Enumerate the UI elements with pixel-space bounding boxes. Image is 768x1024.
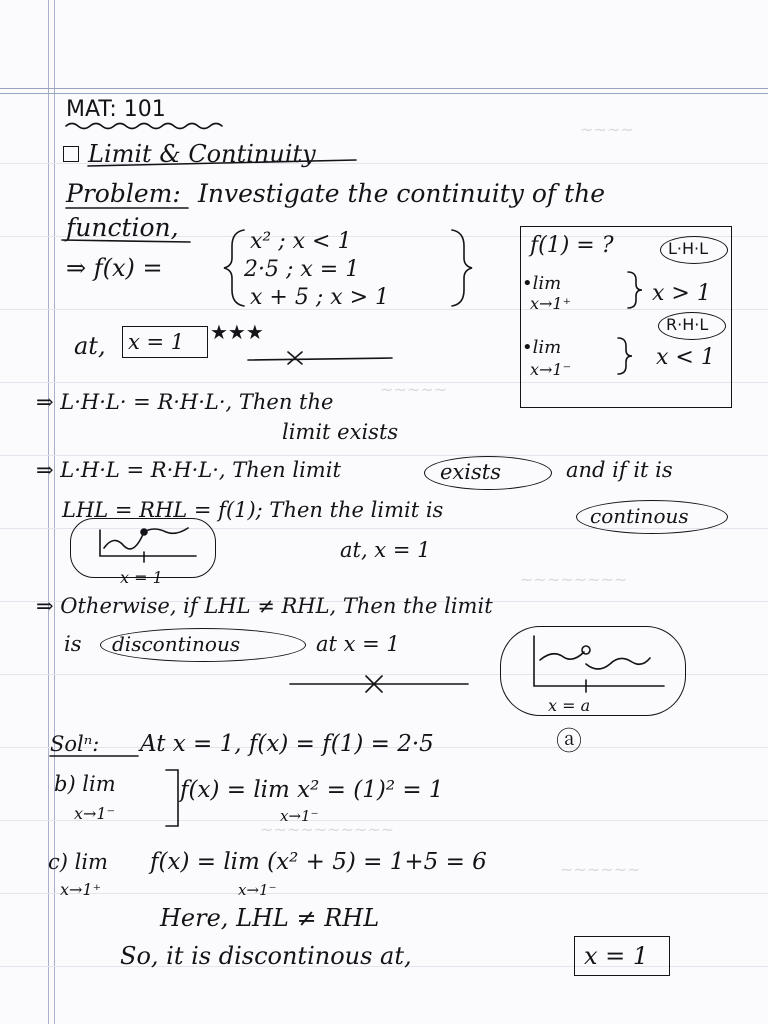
graph-2-axes bbox=[534, 636, 664, 686]
bleed-through-text: ~~~~~ bbox=[380, 380, 448, 399]
solution-b-bracket bbox=[166, 770, 178, 826]
solution-a-tag: ⓐ bbox=[556, 727, 583, 757]
topic-heading: Limit & Continuity bbox=[88, 140, 316, 168]
solution-b-expr: f(x) = lim x² = (1)² = 1 bbox=[180, 777, 444, 803]
rhl-tag: R·H·L bbox=[666, 315, 709, 334]
note-4b: is bbox=[64, 632, 82, 656]
cond-plus: x > 1 bbox=[652, 281, 711, 306]
piecewise-left-brace bbox=[224, 230, 244, 306]
problem-text: Investigate the continuity of the bbox=[198, 179, 606, 208]
note-1b: limit exists bbox=[282, 420, 399, 444]
note-4-discontinuous: discontinous bbox=[112, 632, 241, 656]
graph-2-curve-right bbox=[586, 658, 650, 669]
bleed-through-text: ~~~~~~~~ bbox=[520, 570, 628, 589]
cond-minus: x < 1 bbox=[656, 345, 715, 370]
at-value: x = 1 bbox=[128, 330, 185, 354]
graph-1-point bbox=[141, 529, 147, 535]
solution-b-sub: x→1⁻ bbox=[74, 804, 116, 823]
graph-2-open-point bbox=[582, 646, 590, 654]
piecewise-case-1: x² ; x < 1 bbox=[250, 229, 352, 254]
piecewise-right-brace bbox=[452, 230, 472, 306]
note-1a: ⇒ L·H·L· = R·H·L·, Then the bbox=[36, 390, 334, 414]
lhl-tag: L·H·L bbox=[668, 239, 709, 258]
solution-b-prefix: b) lim bbox=[54, 772, 116, 796]
bleed-through-text: ~~~~~~ bbox=[560, 860, 641, 879]
problem-label: Problem: bbox=[66, 179, 181, 208]
conclusion-2: So, it is discontinous at, bbox=[120, 942, 412, 970]
topic-underline bbox=[88, 160, 356, 166]
solution-c-prefix: c) lim bbox=[48, 850, 108, 874]
number-line-1 bbox=[248, 358, 392, 360]
function-underline bbox=[62, 240, 190, 242]
solution-label: Solⁿ: bbox=[50, 732, 100, 756]
solution-c-sub: x→1⁺ bbox=[60, 880, 102, 899]
piecewise-case-2: 2·5 ; x = 1 bbox=[244, 257, 360, 282]
solution-b-sub-2: x→1⁻ bbox=[280, 807, 319, 825]
note-2-exists: exists bbox=[440, 460, 501, 484]
lim-minus: •lim bbox=[522, 337, 562, 358]
side-brace-minus bbox=[618, 338, 632, 374]
star-marks: ★★★ bbox=[210, 320, 264, 344]
lim-plus-sub: x→1⁺ bbox=[530, 294, 572, 313]
f1-question: f(1) = ? bbox=[530, 233, 614, 258]
note-2b: and if it is bbox=[566, 458, 673, 482]
note-4a: ⇒ Otherwise, if LHL ≠ RHL, Then the limit bbox=[36, 594, 493, 618]
graph-1-label: x = 1 bbox=[120, 568, 163, 587]
side-brace-plus bbox=[628, 272, 642, 308]
note-4c: at x = 1 bbox=[316, 632, 400, 656]
number-line-1-cross bbox=[288, 352, 302, 364]
course-underline bbox=[66, 124, 222, 129]
bleed-through-text: ~~~~~~~~~~ bbox=[260, 820, 395, 839]
lim-minus-sub: x→1⁻ bbox=[530, 360, 572, 379]
course-code: MAT: 101 bbox=[66, 97, 166, 122]
lim-plus: •lim bbox=[522, 273, 562, 294]
graph-1-axes bbox=[100, 530, 196, 556]
problem-text-2: function, bbox=[66, 213, 179, 242]
answer-value: x = 1 bbox=[584, 942, 649, 970]
note-3-continuous: continous bbox=[590, 504, 689, 528]
bleed-through-text: ~~~~ bbox=[580, 120, 634, 139]
piecewise-fx: ⇒ f(x) = bbox=[66, 254, 163, 282]
at-label: at, bbox=[74, 332, 106, 360]
graph-2-curve-left bbox=[540, 652, 584, 660]
solution-c-sub-2: x→1⁻ bbox=[238, 881, 277, 899]
solution-a: At x = 1, f(x) = f(1) = 2·5 bbox=[140, 731, 434, 757]
note-2a: ⇒ L·H·L = R·H·L·, Then limit bbox=[36, 458, 341, 482]
graph-2-label: x = a bbox=[548, 696, 591, 715]
note-3b: at, x = 1 bbox=[340, 538, 431, 562]
piecewise-case-3: x + 5 ; x > 1 bbox=[250, 285, 390, 310]
solution-c-expr: f(x) = lim (x² + 5) = 1+5 = 6 bbox=[150, 849, 487, 875]
note-3a: LHL = RHL = f(1); Then the limit is bbox=[62, 498, 444, 522]
conclusion-1: Here, LHL ≠ RHL bbox=[160, 904, 380, 932]
